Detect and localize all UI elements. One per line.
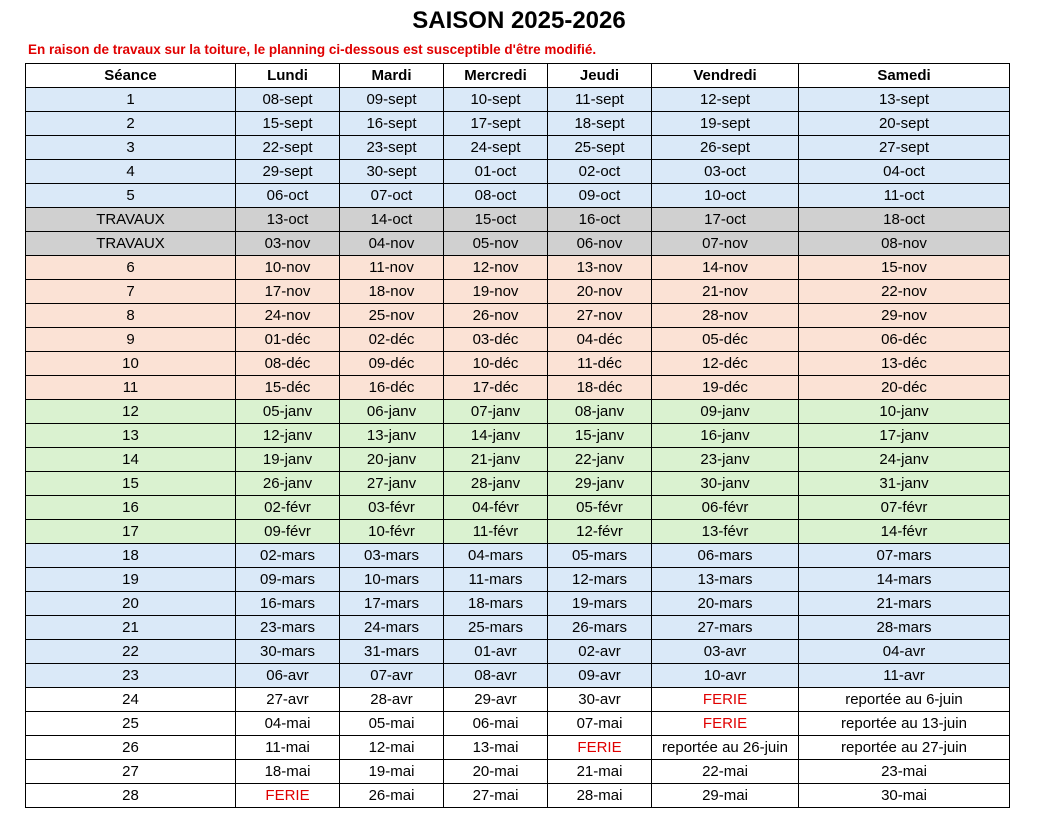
- table-row: [26, 256, 1010, 280]
- cell-samedi: 06-déc: [799, 328, 1010, 352]
- table-row: [26, 112, 1010, 136]
- cell-samedi: 21-mars: [799, 592, 1010, 616]
- cell-samedi: 29-nov: [799, 304, 1010, 328]
- cell-mercredi: 11-févr: [444, 520, 548, 544]
- table-row: [26, 304, 1010, 328]
- cell-samedi: 31-janv: [799, 472, 1010, 496]
- cell-vendredi: FERIE: [652, 688, 799, 712]
- cell-jeudi: 02-oct: [548, 160, 652, 184]
- cell-lundi: 13-oct: [236, 208, 340, 232]
- cell-jeudi: 04-déc: [548, 328, 652, 352]
- cell-seance: 20: [26, 592, 236, 616]
- cell-lundi: 03-nov: [236, 232, 340, 256]
- cell-vendredi: 10-oct: [652, 184, 799, 208]
- cell-jeudi: 27-nov: [548, 304, 652, 328]
- cell-lundi: 29-sept: [236, 160, 340, 184]
- cell-samedi: 13-déc: [799, 352, 1010, 376]
- cell-samedi: 08-nov: [799, 232, 1010, 256]
- cell-jeudi: 20-nov: [548, 280, 652, 304]
- cell-jeudi: 15-janv: [548, 424, 652, 448]
- cell-vendredi: 07-nov: [652, 232, 799, 256]
- cell-seance: 28: [26, 784, 236, 808]
- cell-mardi: 23-sept: [340, 136, 444, 160]
- cell-jeudi: 11-sept: [548, 88, 652, 112]
- cell-seance: 2: [26, 112, 236, 136]
- table-row: [26, 136, 1010, 160]
- column-header-mardi: Mardi: [340, 64, 444, 88]
- cell-vendredi: 20-mars: [652, 592, 799, 616]
- cell-lundi: 15-sept: [236, 112, 340, 136]
- cell-jeudi: 30-avr: [548, 688, 652, 712]
- cell-mercredi: 18-mars: [444, 592, 548, 616]
- cell-jeudi: 02-avr: [548, 640, 652, 664]
- cell-jeudi: 07-mai: [548, 712, 652, 736]
- cell-lundi: 09-févr: [236, 520, 340, 544]
- cell-mardi: 06-janv: [340, 400, 444, 424]
- cell-seance: 4: [26, 160, 236, 184]
- table-row: [26, 760, 1010, 784]
- column-header-seance: Séance: [26, 64, 236, 88]
- table-row: [26, 448, 1010, 472]
- cell-samedi: 13-sept: [799, 88, 1010, 112]
- cell-lundi: 11-mai: [236, 736, 340, 760]
- cell-mardi: 19-mai: [340, 760, 444, 784]
- cell-seance: 15: [26, 472, 236, 496]
- table-row: [26, 712, 1010, 736]
- cell-samedi: reportée au 27-juin: [799, 736, 1010, 760]
- cell-samedi: 14-févr: [799, 520, 1010, 544]
- cell-vendredi: 26-sept: [652, 136, 799, 160]
- cell-mercredi: 13-mai: [444, 736, 548, 760]
- cell-mardi: 16-sept: [340, 112, 444, 136]
- cell-mercredi: 05-nov: [444, 232, 548, 256]
- cell-vendredi: 19-déc: [652, 376, 799, 400]
- cell-lundi: FERIE: [236, 784, 340, 808]
- cell-seance: 13: [26, 424, 236, 448]
- cell-mardi: 11-nov: [340, 256, 444, 280]
- cell-lundi: 08-déc: [236, 352, 340, 376]
- cell-jeudi: 13-nov: [548, 256, 652, 280]
- cell-seance: 25: [26, 712, 236, 736]
- cell-lundi: 27-avr: [236, 688, 340, 712]
- cell-seance: 1: [26, 88, 236, 112]
- cell-mercredi: 08-avr: [444, 664, 548, 688]
- cell-vendredi: 12-déc: [652, 352, 799, 376]
- cell-mercredi: 04-févr: [444, 496, 548, 520]
- cell-seance: 18: [26, 544, 236, 568]
- cell-mercredi: 19-nov: [444, 280, 548, 304]
- cell-mercredi: 21-janv: [444, 448, 548, 472]
- cell-lundi: 24-nov: [236, 304, 340, 328]
- cell-lundi: 23-mars: [236, 616, 340, 640]
- cell-mercredi: 12-nov: [444, 256, 548, 280]
- cell-jeudi: 25-sept: [548, 136, 652, 160]
- cell-samedi: reportée au 13-juin: [799, 712, 1010, 736]
- cell-seance: 23: [26, 664, 236, 688]
- table-row: [26, 640, 1010, 664]
- cell-jeudi: 08-janv: [548, 400, 652, 424]
- cell-samedi: 17-janv: [799, 424, 1010, 448]
- cell-seance: 24: [26, 688, 236, 712]
- cell-jeudi: 29-janv: [548, 472, 652, 496]
- cell-vendredi: 13-mars: [652, 568, 799, 592]
- table-row: [26, 424, 1010, 448]
- cell-jeudi: 28-mai: [548, 784, 652, 808]
- cell-mardi: 20-janv: [340, 448, 444, 472]
- cell-mardi: 30-sept: [340, 160, 444, 184]
- cell-mercredi: 17-sept: [444, 112, 548, 136]
- cell-samedi: 11-avr: [799, 664, 1010, 688]
- cell-mardi: 04-nov: [340, 232, 444, 256]
- cell-seance: 26: [26, 736, 236, 760]
- table-row: [26, 208, 1010, 232]
- cell-jeudi: 19-mars: [548, 592, 652, 616]
- cell-seance: 27: [26, 760, 236, 784]
- cell-jeudi: 05-mars: [548, 544, 652, 568]
- cell-mercredi: 27-mai: [444, 784, 548, 808]
- cell-vendredi: 03-oct: [652, 160, 799, 184]
- cell-seance: 19: [26, 568, 236, 592]
- cell-seance: 10: [26, 352, 236, 376]
- cell-mardi: 28-avr: [340, 688, 444, 712]
- cell-seance: 9: [26, 328, 236, 352]
- cell-vendredi: 06-mars: [652, 544, 799, 568]
- cell-samedi: 20-déc: [799, 376, 1010, 400]
- cell-vendredi: 28-nov: [652, 304, 799, 328]
- cell-lundi: 26-janv: [236, 472, 340, 496]
- cell-mardi: 09-sept: [340, 88, 444, 112]
- cell-vendredi: 06-févr: [652, 496, 799, 520]
- cell-mercredi: 25-mars: [444, 616, 548, 640]
- cell-samedi: 04-oct: [799, 160, 1010, 184]
- cell-seance: 21: [26, 616, 236, 640]
- cell-lundi: 05-janv: [236, 400, 340, 424]
- roof-works-notice: En raison de travaux sur la toiture, le planning ci-dessous est susceptible d'être modifié.: [28, 42, 597, 57]
- table-row: [26, 496, 1010, 520]
- cell-vendredi: 09-janv: [652, 400, 799, 424]
- cell-lundi: 10-nov: [236, 256, 340, 280]
- cell-samedi: 11-oct: [799, 184, 1010, 208]
- cell-seance: 5: [26, 184, 236, 208]
- cell-samedi: 30-mai: [799, 784, 1010, 808]
- cell-vendredi: 22-mai: [652, 760, 799, 784]
- cell-vendredi: 14-nov: [652, 256, 799, 280]
- cell-seance: 12: [26, 400, 236, 424]
- cell-samedi: 24-janv: [799, 448, 1010, 472]
- cell-mercredi: 24-sept: [444, 136, 548, 160]
- cell-jeudi: 12-mars: [548, 568, 652, 592]
- cell-seance: 3: [26, 136, 236, 160]
- cell-mardi: 25-nov: [340, 304, 444, 328]
- cell-seance: 16: [26, 496, 236, 520]
- cell-samedi: 04-avr: [799, 640, 1010, 664]
- cell-samedi: 18-oct: [799, 208, 1010, 232]
- cell-lundi: 01-déc: [236, 328, 340, 352]
- cell-lundi: 18-mai: [236, 760, 340, 784]
- table-row: [26, 592, 1010, 616]
- cell-vendredi: 10-avr: [652, 664, 799, 688]
- cell-seance: 17: [26, 520, 236, 544]
- cell-lundi: 09-mars: [236, 568, 340, 592]
- cell-jeudi: 05-févr: [548, 496, 652, 520]
- cell-mercredi: 04-mars: [444, 544, 548, 568]
- column-header-jeudi: Jeudi: [548, 64, 652, 88]
- cell-lundi: 06-oct: [236, 184, 340, 208]
- cell-seance: TRAVAUX: [26, 208, 236, 232]
- cell-mardi: 14-oct: [340, 208, 444, 232]
- cell-lundi: 16-mars: [236, 592, 340, 616]
- cell-vendredi: 12-sept: [652, 88, 799, 112]
- column-header-vendredi: Vendredi: [652, 64, 799, 88]
- cell-jeudi: 22-janv: [548, 448, 652, 472]
- cell-mardi: 10-févr: [340, 520, 444, 544]
- cell-lundi: 15-déc: [236, 376, 340, 400]
- schedule-body: [26, 88, 1010, 808]
- cell-mardi: 03-févr: [340, 496, 444, 520]
- table-row: [26, 160, 1010, 184]
- cell-mercredi: 29-avr: [444, 688, 548, 712]
- cell-jeudi: 12-févr: [548, 520, 652, 544]
- cell-jeudi: 26-mars: [548, 616, 652, 640]
- cell-mardi: 26-mai: [340, 784, 444, 808]
- cell-jeudi: 18-déc: [548, 376, 652, 400]
- table-row: [26, 232, 1010, 256]
- cell-mercredi: 20-mai: [444, 760, 548, 784]
- cell-seance: 7: [26, 280, 236, 304]
- table-row: [26, 616, 1010, 640]
- cell-mardi: 31-mars: [340, 640, 444, 664]
- table-row: [26, 520, 1010, 544]
- cell-mercredi: 10-sept: [444, 88, 548, 112]
- table-row: [26, 352, 1010, 376]
- cell-mardi: 02-déc: [340, 328, 444, 352]
- cell-vendredi: reportée au 26-juin: [652, 736, 799, 760]
- table-row: [26, 736, 1010, 760]
- cell-vendredi: 30-janv: [652, 472, 799, 496]
- cell-seance: 11: [26, 376, 236, 400]
- cell-mardi: 27-janv: [340, 472, 444, 496]
- cell-lundi: 06-avr: [236, 664, 340, 688]
- cell-vendredi: 05-déc: [652, 328, 799, 352]
- cell-samedi: 20-sept: [799, 112, 1010, 136]
- cell-lundi: 30-mars: [236, 640, 340, 664]
- cell-mercredi: 10-déc: [444, 352, 548, 376]
- cell-samedi: 10-janv: [799, 400, 1010, 424]
- cell-jeudi: 11-déc: [548, 352, 652, 376]
- table-row: [26, 664, 1010, 688]
- table-row: [26, 376, 1010, 400]
- cell-vendredi: 27-mars: [652, 616, 799, 640]
- cell-lundi: 19-janv: [236, 448, 340, 472]
- cell-samedi: 14-mars: [799, 568, 1010, 592]
- cell-vendredi: 23-janv: [652, 448, 799, 472]
- cell-jeudi: 21-mai: [548, 760, 652, 784]
- cell-samedi: 23-mai: [799, 760, 1010, 784]
- cell-mardi: 10-mars: [340, 568, 444, 592]
- cell-lundi: 22-sept: [236, 136, 340, 160]
- cell-seance: 8: [26, 304, 236, 328]
- cell-mercredi: 14-janv: [444, 424, 548, 448]
- cell-mercredi: 08-oct: [444, 184, 548, 208]
- column-header-mercredi: Mercredi: [444, 64, 548, 88]
- cell-lundi: 17-nov: [236, 280, 340, 304]
- cell-samedi: 07-mars: [799, 544, 1010, 568]
- cell-jeudi: 09-avr: [548, 664, 652, 688]
- cell-jeudi: FERIE: [548, 736, 652, 760]
- table-row: [26, 184, 1010, 208]
- cell-samedi: 22-nov: [799, 280, 1010, 304]
- cell-seance: 6: [26, 256, 236, 280]
- cell-mercredi: 11-mars: [444, 568, 548, 592]
- page-title: SAISON 2025-2026: [412, 7, 626, 34]
- table-row: [26, 88, 1010, 112]
- cell-mercredi: 01-oct: [444, 160, 548, 184]
- cell-lundi: 02-févr: [236, 496, 340, 520]
- cell-mardi: 07-avr: [340, 664, 444, 688]
- cell-samedi: 07-févr: [799, 496, 1010, 520]
- table-row: [26, 568, 1010, 592]
- cell-jeudi: 18-sept: [548, 112, 652, 136]
- table-row: [26, 280, 1010, 304]
- cell-seance: 14: [26, 448, 236, 472]
- cell-jeudi: 09-oct: [548, 184, 652, 208]
- cell-lundi: 12-janv: [236, 424, 340, 448]
- cell-jeudi: 06-nov: [548, 232, 652, 256]
- cell-mardi: 09-déc: [340, 352, 444, 376]
- cell-mardi: 16-déc: [340, 376, 444, 400]
- table-row: [26, 328, 1010, 352]
- cell-seance: 22: [26, 640, 236, 664]
- cell-mardi: 13-janv: [340, 424, 444, 448]
- table-row: [26, 784, 1010, 808]
- table-row: [26, 688, 1010, 712]
- column-header-samedi: Samedi: [799, 64, 1010, 88]
- cell-lundi: 08-sept: [236, 88, 340, 112]
- header-row: [26, 64, 1010, 88]
- cell-vendredi: 19-sept: [652, 112, 799, 136]
- column-header-lundi: Lundi: [236, 64, 340, 88]
- cell-vendredi: 29-mai: [652, 784, 799, 808]
- cell-lundi: 04-mai: [236, 712, 340, 736]
- cell-mercredi: 26-nov: [444, 304, 548, 328]
- cell-mardi: 12-mai: [340, 736, 444, 760]
- cell-vendredi: 21-nov: [652, 280, 799, 304]
- cell-mardi: 24-mars: [340, 616, 444, 640]
- cell-mercredi: 28-janv: [444, 472, 548, 496]
- cell-samedi: reportée au 6-juin: [799, 688, 1010, 712]
- cell-samedi: 27-sept: [799, 136, 1010, 160]
- cell-lundi: 02-mars: [236, 544, 340, 568]
- table-row: [26, 472, 1010, 496]
- cell-mercredi: 07-janv: [444, 400, 548, 424]
- cell-mardi: 18-nov: [340, 280, 444, 304]
- cell-mercredi: 01-avr: [444, 640, 548, 664]
- cell-vendredi: 13-févr: [652, 520, 799, 544]
- cell-mardi: 05-mai: [340, 712, 444, 736]
- cell-samedi: 28-mars: [799, 616, 1010, 640]
- cell-vendredi: 17-oct: [652, 208, 799, 232]
- cell-mardi: 17-mars: [340, 592, 444, 616]
- cell-vendredi: FERIE: [652, 712, 799, 736]
- cell-mercredi: 03-déc: [444, 328, 548, 352]
- cell-vendredi: 16-janv: [652, 424, 799, 448]
- table-row: [26, 400, 1010, 424]
- cell-vendredi: 03-avr: [652, 640, 799, 664]
- season-schedule-table: [25, 63, 1010, 808]
- table-row: [26, 544, 1010, 568]
- cell-samedi: 15-nov: [799, 256, 1010, 280]
- cell-mardi: 03-mars: [340, 544, 444, 568]
- cell-mercredi: 17-déc: [444, 376, 548, 400]
- cell-seance: TRAVAUX: [26, 232, 236, 256]
- cell-mardi: 07-oct: [340, 184, 444, 208]
- cell-mercredi: 15-oct: [444, 208, 548, 232]
- cell-jeudi: 16-oct: [548, 208, 652, 232]
- cell-mercredi: 06-mai: [444, 712, 548, 736]
